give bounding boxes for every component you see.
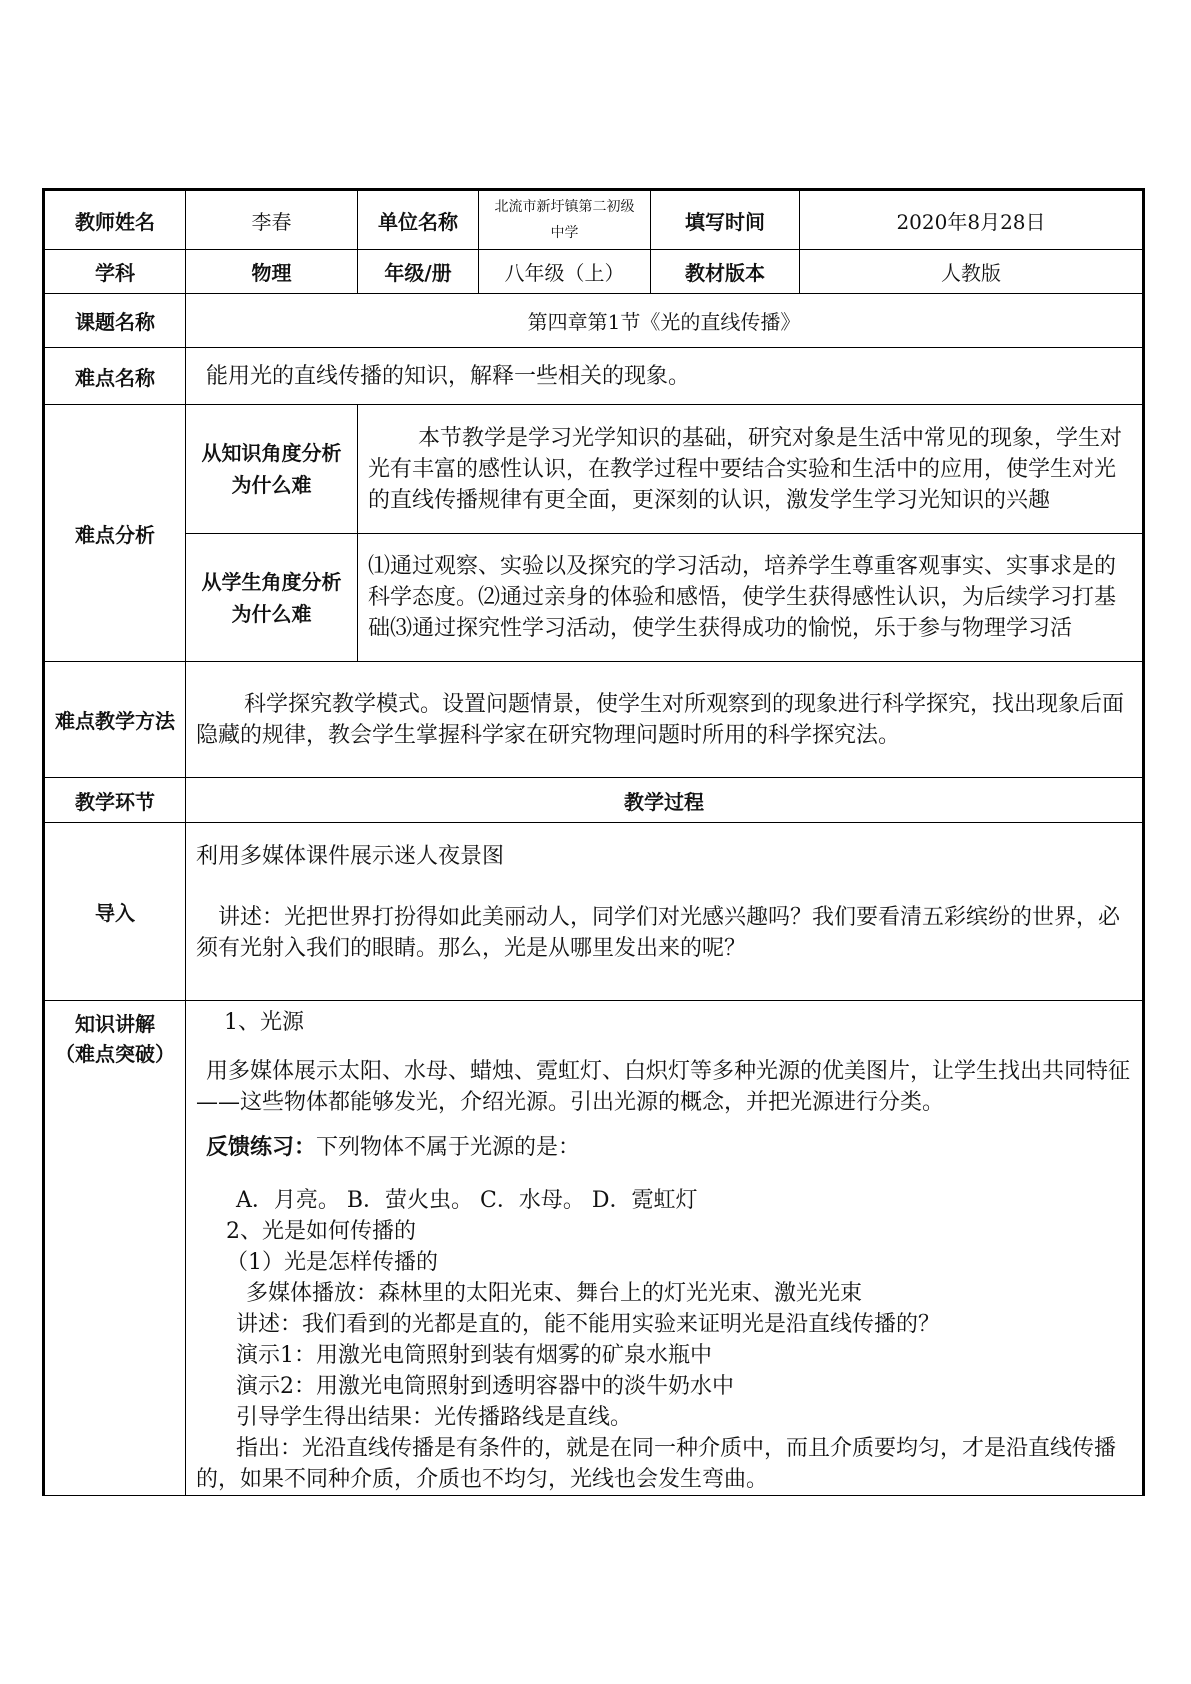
feedback-text: 下列物体不属于光源的是： <box>316 1135 581 1160</box>
lesson-plan-page <box>42 188 1142 1496</box>
intro-line1: 利用多媒体课件展示迷人夜景图 <box>196 844 505 869</box>
method-paragraph: 科学探究教学模式。设置问题情景，使学生对所观察到的现象进行科学探究，找出现象后面隐藏的规律，教会学生掌握科学家在研究物理问题时所用的科学探究法。 <box>196 691 1125 748</box>
propagation-subheading: （1）光是怎样传播的 <box>226 1250 438 1275</box>
date-label: 填写时间 <box>651 190 800 250</box>
lesson-plan-table <box>42 188 1145 1496</box>
light-source-heading: 1、光源 <box>224 1010 304 1035</box>
date-value: 2020年8月28日 <box>800 190 1144 250</box>
knowledge-label-line2: （难点突破） <box>55 1042 175 1066</box>
student-angle-line1: 从学生角度分析 <box>201 569 342 594</box>
intro-content <box>186 823 1144 1001</box>
intro-label: 导入 <box>44 823 186 1001</box>
method-text <box>186 662 1144 778</box>
grade-label: 年级/册 <box>358 250 479 294</box>
light-source-paragraph: 用多媒体展示太阳、水母、蜡烛、霓虹灯、白炽灯等多种光源的优美图片，让学生找出共同特征——这些物体都能够发光，介绍光源。引出光源的概念，并把光源进行分类。 <box>196 1059 1131 1115</box>
student-angle-label <box>186 534 358 662</box>
process-header-label: 教学过程 <box>186 778 1144 823</box>
knowledge-angle-line1: 从知识角度分析 <box>201 441 342 465</box>
method-label: 难点教学方法 <box>44 662 186 778</box>
feedback-line <box>196 1132 1132 1163</box>
subject-value: 物理 <box>186 250 358 294</box>
knowledge-angle-paragraph: 本节教学是学习光学知识的基础，研究对象是生活中常见的现象，学生对光有丰富的感性认识，在教学过程中要结合实验和生活中的应用，使学生对光的直线传播规律有更全面，更深刻的认识，激发学生学习光知识的兴趣 <box>368 425 1123 513</box>
knowledge-line-media: 多媒体播放：森林里的太阳光束、舞台上的灯光光束、激光光束 <box>246 1281 863 1306</box>
difficulty-value: 能用光的直线传播的知识，解释一些相关的现象。 <box>186 348 1144 405</box>
topic-label: 课题名称 <box>44 294 186 348</box>
knowledge-label <box>44 1001 186 1496</box>
knowledge-label-line1: 知识讲解 <box>75 1012 155 1036</box>
knowledge-content <box>186 1001 1144 1496</box>
edition-value: 人教版 <box>800 250 1144 294</box>
difficulty-label: 难点名称 <box>44 348 186 405</box>
knowledge-line-result: 引导学生得出结果：光传播路线是直线。 <box>236 1405 633 1430</box>
subject-label: 学科 <box>44 250 186 294</box>
stage-header-label: 教学环节 <box>44 778 186 823</box>
intro-line2: 讲述：光把世界打扮得如此美丽动人，同学们对光感兴趣吗？我们要看清五彩缤纷的世界，必须有光射入我们的眼睛。那么，光是从哪里发出来的呢？ <box>196 905 1121 961</box>
knowledge-angle-line2: 为什么难 <box>231 473 312 497</box>
analysis-label: 难点分析 <box>44 405 186 662</box>
feedback-options: A．月亮。 B．萤火虫。 C．水母。 D．霓虹灯 <box>236 1188 698 1213</box>
unit-name-value <box>479 190 651 250</box>
student-angle-text: ⑴通过观察、实验以及探究的学习活动，培养学生尊重客观事实、实事求是的科学态度。⑵通过亲身的体验和感悟，使学生获得感性认识，为后续学习打基础⑶通过探究性学习活动，使学生获得成功的愉悦，乐于参与物理学习活 <box>358 534 1144 662</box>
knowledge-line-demo2: 演示2：用激光电筒照射到透明容器中的淡牛奶水中 <box>236 1374 734 1399</box>
teacher-name-label: 教师姓名 <box>44 190 186 250</box>
feedback-label: 反馈练习： <box>206 1135 317 1160</box>
knowledge-line-question: 讲述：我们看到的光都是直的，能不能用实验来证明光是沿直线传播的？ <box>236 1312 941 1337</box>
propagation-heading: 2、光是如何传播的 <box>226 1219 416 1244</box>
teacher-name-value: 李春 <box>186 190 358 250</box>
student-angle-line2: 为什么难 <box>231 601 312 626</box>
knowledge-angle-text <box>358 405 1144 534</box>
topic-value: 第四章第1节《光的直线传播》 <box>186 294 1144 348</box>
unit-name-line2: 中学 <box>550 225 579 241</box>
knowledge-angle-label <box>186 405 358 534</box>
unit-name-line1: 北流市新圩镇第二初级 <box>494 199 635 215</box>
edition-label: 教材版本 <box>651 250 800 294</box>
unit-name-label: 单位名称 <box>358 190 479 250</box>
knowledge-line-note: 指出：光沿直线传播是有条件的，就是在同一种介质中，而且介质要均匀，才是沿直线传播的，如果不同种介质，介质也不均匀，光线也会发生弯曲。 <box>196 1436 1117 1492</box>
knowledge-line-demo1: 演示1：用激光电筒照射到装有烟雾的矿泉水瓶中 <box>236 1343 712 1368</box>
grade-value: 八年级（上） <box>479 250 651 294</box>
